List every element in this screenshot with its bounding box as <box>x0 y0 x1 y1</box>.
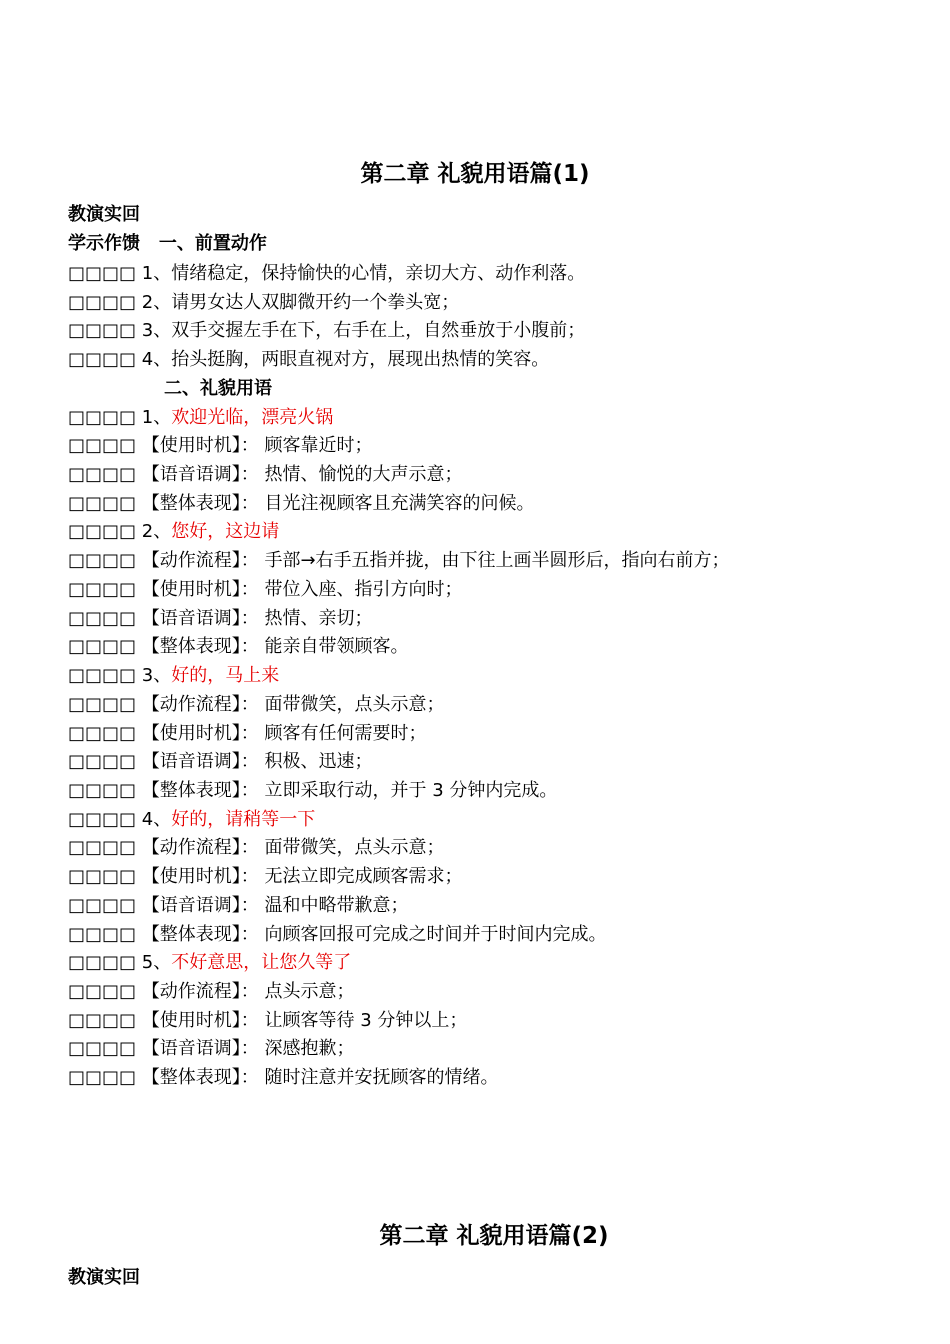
list-item <box>68 576 928 605</box>
item-text: 【动作流程】： 面带微笑，点头示意； <box>141 693 445 715</box>
item-text: 【语音语调】： 温和中略带歉意； <box>141 894 409 916</box>
checkbox-placeholder-glyphs: □□□□ <box>68 521 142 543</box>
list-item <box>68 490 928 519</box>
checkbox-placeholder-glyphs: □□□□ <box>68 952 142 974</box>
greeting-phrase: 您好，这边请 <box>171 521 280 543</box>
item-text: 2、请男女达人双脚微开约一个拳头宽； <box>141 291 460 313</box>
item-number: 5、 <box>141 952 172 974</box>
list-item <box>68 518 928 547</box>
checkbox-placeholder-glyphs: □□□□ <box>68 808 142 830</box>
checkbox-placeholder-glyphs: □□□□ <box>68 923 142 945</box>
item-text: 【整体表现】： 立即采取行动，并于 3 分钟内完成。 <box>141 779 558 801</box>
item-number: 2、 <box>141 521 172 543</box>
item-text: 【语音语调】： 热情、愉悦的大声示意； <box>141 464 463 486</box>
checkbox-placeholder-glyphs: □□□□ <box>68 607 142 629</box>
list-item <box>68 346 928 375</box>
checkbox-placeholder-glyphs: □□□□ <box>68 722 142 744</box>
section-heading: 二、礼貌用语 <box>164 377 272 399</box>
list-item <box>68 806 928 835</box>
greeting-phrase: 好的，马上来 <box>171 665 280 687</box>
list-item <box>68 1007 928 1036</box>
item-text: 【整体表现】： 向顾客回报可完成之时间并于时间内完成。 <box>141 923 607 945</box>
list-item <box>68 605 928 634</box>
checkbox-placeholder-glyphs: □□□□ <box>68 291 142 313</box>
section-heading-front-actions: 一、前置动作 <box>158 233 267 254</box>
list-item <box>68 289 928 318</box>
checkbox-placeholder-glyphs: □□□□ <box>68 1038 142 1060</box>
checkbox-placeholder-glyphs: □□□□ <box>68 665 142 687</box>
chapter-title-1: 第二章 礼貌用语篇(1) <box>360 161 590 187</box>
item-number: 4、 <box>141 808 172 830</box>
list-item <box>68 863 928 892</box>
item-text: 1、情绪稳定，保持愉快的心情，亲切大方、动作利落。 <box>141 263 586 284</box>
checkbox-placeholder-glyphs: □□□□ <box>68 837 142 859</box>
list-item <box>68 720 928 749</box>
item-text: 【使用时机】： 顾客靠近时； <box>141 435 373 457</box>
item-text: 【整体表现】： 目光注视顾客且充满笑容的问候。 <box>141 492 535 514</box>
list-item <box>68 949 928 978</box>
checkbox-placeholder-glyphs: □□□□ <box>68 406 142 428</box>
checkbox-placeholder-glyphs: □□□□ <box>68 779 142 801</box>
list-item <box>68 317 928 346</box>
list-item <box>68 691 928 720</box>
item-text: 3、双手交握左手在下，右手在上，自然垂放于小腹前； <box>141 320 586 342</box>
list-item <box>68 404 928 433</box>
list-item <box>68 633 928 662</box>
list-item <box>68 748 928 777</box>
label-xue-shi-zuo-kui: 学示作馈 <box>68 233 140 254</box>
list-item <box>68 1064 928 1093</box>
list-item <box>68 662 928 691</box>
list-item <box>68 978 928 1007</box>
list-item <box>68 921 928 950</box>
item-text: 【动作流程】： 手部→右手五指并拢，由下往上画半圆形后，指向右前方； <box>141 550 730 572</box>
list-item <box>68 547 928 576</box>
item-text: 【语音语调】： 积极、迅速； <box>141 751 373 773</box>
checkbox-placeholder-glyphs: □□□□ <box>68 550 142 572</box>
list-item <box>68 260 928 289</box>
greeting-phrase: 欢迎光临，漂亮火锅 <box>171 406 334 428</box>
chapter-title-2: 第二章 礼貌用语篇(2) <box>379 1223 609 1249</box>
checkbox-placeholder-glyphs: □□□□ <box>68 636 142 658</box>
list-item <box>68 777 928 806</box>
checkbox-placeholder-glyphs: □□□□ <box>68 751 142 773</box>
list-item <box>68 432 928 461</box>
item-text: 【语音语调】： 热情、亲切； <box>141 607 373 629</box>
checkbox-placeholder-glyphs: □□□□ <box>68 320 142 342</box>
checkbox-placeholder-glyphs: □□□□ <box>68 263 142 284</box>
content-lines <box>68 260 928 1093</box>
checkbox-placeholder-glyphs: □□□□ <box>68 894 142 916</box>
checkbox-placeholder-glyphs: □□□□ <box>68 1067 142 1089</box>
label-row-xue-shi <box>68 231 267 257</box>
checkbox-placeholder-glyphs: □□□□ <box>68 693 142 715</box>
item-number: 1、 <box>141 406 172 428</box>
list-item <box>68 461 928 490</box>
checkbox-placeholder-glyphs: □□□□ <box>68 435 142 457</box>
item-text: 【使用时机】： 无法立即完成顾客需求； <box>141 866 463 888</box>
checkbox-placeholder-glyphs: □□□□ <box>68 492 142 514</box>
checkbox-placeholder-glyphs: □□□□ <box>68 866 142 888</box>
checkbox-placeholder-glyphs: □□□□ <box>68 1009 142 1031</box>
item-text: 【语音语调】： 深感抱歉； <box>141 1038 355 1060</box>
greeting-phrase: 好的，请稍等一下 <box>171 808 316 830</box>
label-jiao-yan-shi-hui: 教演实回 <box>68 204 140 225</box>
checkbox-placeholder-glyphs: □□□□ <box>68 980 142 1002</box>
item-text: 【使用时机】： 让顾客等待 3 分钟以上； <box>141 1009 468 1031</box>
greeting-phrase: 不好意思，让您久等了 <box>171 952 352 974</box>
label-jiao-yan-shi-hui-bottom: 教演实回 <box>68 1267 140 1288</box>
list-item <box>68 834 928 863</box>
item-text: 【动作流程】： 面带微笑，点头示意； <box>141 837 445 859</box>
item-text: 【动作流程】： 点头示意； <box>141 980 355 1002</box>
item-text: 【使用时机】： 带位入座、指引方向时； <box>141 578 463 600</box>
item-text: 4、抬头挺胸，两眼直视对方，展现出热情的笑容。 <box>141 349 550 371</box>
list-item <box>68 1035 928 1064</box>
item-text: 【整体表现】： 能亲自带领顾客。 <box>141 636 409 658</box>
item-text: 【整体表现】： 随时注意并安抚顾客的情绪。 <box>141 1067 499 1089</box>
checkbox-placeholder-glyphs: □□□□ <box>68 349 142 371</box>
item-text: 【使用时机】： 顾客有任何需要时； <box>141 722 427 744</box>
checkbox-placeholder-glyphs: □□□□ <box>68 578 142 600</box>
checkbox-placeholder-glyphs: □□□□ <box>68 464 142 486</box>
item-number: 3、 <box>141 665 172 687</box>
list-item <box>68 892 928 921</box>
